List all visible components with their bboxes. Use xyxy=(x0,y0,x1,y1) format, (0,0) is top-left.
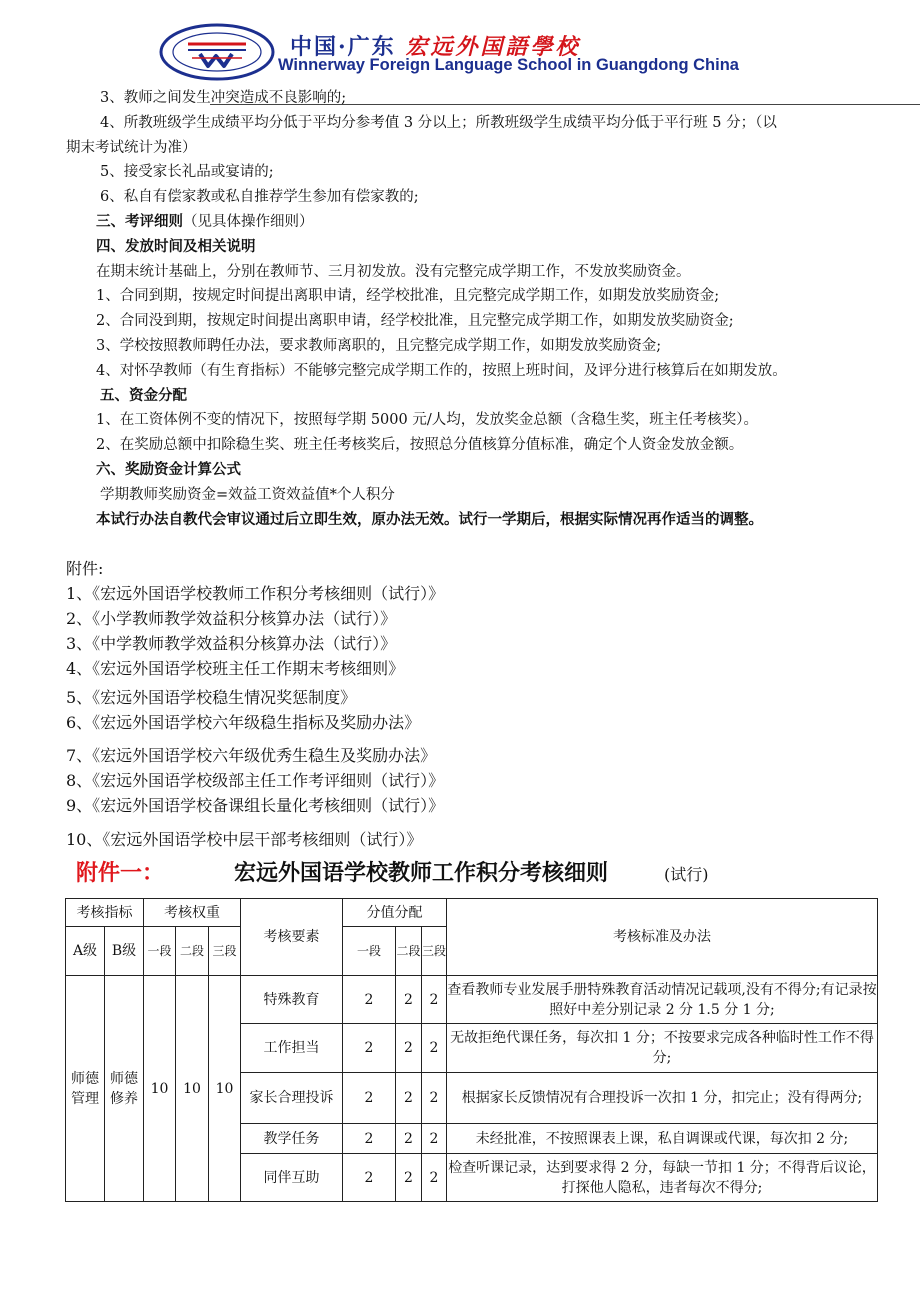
score-cell: 2 xyxy=(422,1073,447,1124)
section-3-heading: 三、考评细则（见具体操作细则） xyxy=(96,212,314,230)
section-4-item-1: 1、合同到期，按规定时间提出离职申请，经学校批准，且完整完成学期工作，如期发放奖励资金; xyxy=(96,288,720,305)
section-4-item-3: 3、学校按照教师聘任办法，要求教师离职的，且完整完成学期工作，如期发放奖励资金; xyxy=(96,337,662,354)
clause-6: 6、私自有偿家教或私自推荐学生参加有偿家教的; xyxy=(100,189,419,206)
table-row xyxy=(66,976,878,1024)
header-standard: 考核标准及办法 xyxy=(447,899,878,976)
score-cell: 2 xyxy=(396,1154,422,1202)
section-6-heading: 六、奖励资金计算公式 xyxy=(96,460,241,478)
element-cell: 同伴互助 xyxy=(241,1154,343,1202)
level-b-value: 师德修养 xyxy=(105,976,144,1202)
annex-1-label: 附件一： xyxy=(76,860,165,886)
score-cell: 2 xyxy=(396,1073,422,1124)
header-score: 分值分配 xyxy=(343,899,447,927)
annex-1-trial-note: (试行) xyxy=(664,865,709,884)
section-6-formula: 学期教师奖励资金=效益工资效益值*个人积分 xyxy=(100,486,395,503)
header-weight: 考核权重 xyxy=(144,899,241,927)
score-cell: 2 xyxy=(396,1024,422,1073)
weight-stage-3-value: 10 xyxy=(209,976,241,1202)
section-5-heading: 五、资金分配 xyxy=(100,386,187,404)
assessment-table xyxy=(65,898,878,1202)
standard-cell: 未经批准，不按照课表上课，私自调课或代课，每次扣 2 分; xyxy=(447,1124,878,1154)
weight-stage-2-value: 10 xyxy=(176,976,209,1202)
header-weight-stage-3: 三段 xyxy=(209,927,241,976)
letterhead xyxy=(150,22,860,84)
section-5-item-1: 1、在工资体例不变的情况下，按照每学期 5000 元/人均，发放奖金总额（含稳生奖，班主任考核奖）。 xyxy=(96,412,758,429)
clause-3: 3、教师之间发生冲突造成不良影响的; xyxy=(100,90,347,106)
header-level-a: A级 xyxy=(66,927,105,976)
annex-item: 9、《宏远外国语学校备课组长量化考核细则（试行）》 xyxy=(66,796,445,815)
annex-item: 1、《宏远外国语学校教师工作积分考核细则（试行）》 xyxy=(66,584,445,603)
score-cell: 2 xyxy=(396,976,422,1024)
section-4-item-4: 4、对怀孕教师（有生育指标）不能够完整完成学期工作的，按照上班时间，及评分进行核算后在如期发放。 xyxy=(96,362,787,379)
element-cell: 家长合理投诉 xyxy=(241,1073,343,1124)
weight-stage-1-value: 10 xyxy=(144,976,176,1202)
score-cell: 2 xyxy=(343,1124,396,1154)
standard-cell: 根据家长反馈情况有合理投诉一次扣 1 分，扣完止；没有得两分; xyxy=(447,1073,878,1124)
score-cell: 2 xyxy=(422,1124,447,1154)
annex-1-title: 宏远外国语学校教师工作积分考核细则 xyxy=(234,860,609,886)
header-level-b: B级 xyxy=(105,927,144,976)
score-cell: 2 xyxy=(343,1073,396,1124)
annex-item: 6、《宏远外国语学校六年级稳生指标及奖励办法》 xyxy=(66,713,421,732)
document-body xyxy=(66,86,866,532)
clause-4-continued: 期末考试统计为准） xyxy=(66,139,197,156)
section-5-item-2: 2、在奖励总额中扣除稳生奖、班主任考核奖后，按照总分值核算分值标准，确定个人资金发放金额。 xyxy=(96,437,744,454)
header-score-stage-3: 三段 xyxy=(422,927,447,976)
school-name-en: Winnerway Foreign Language School in Guangdong China xyxy=(278,56,739,74)
header-score-stage-2: 二段 xyxy=(396,927,422,976)
level-a-value: 师德管理 xyxy=(66,976,105,1202)
annex-item: 3、《中学教师教学效益积分核算办法（试行）》 xyxy=(66,634,397,653)
score-cell: 2 xyxy=(422,976,447,1024)
annex-item: 2、《小学教师教学效益积分核算办法（试行）》 xyxy=(66,609,397,628)
element-cell: 工作担当 xyxy=(241,1024,343,1073)
section-4-intro: 在期末统计基础上，分别在教师节、三月初发放。没有完整完成学期工作，不发放奖励资金。 xyxy=(96,263,691,280)
standard-cell: 无故拒绝代课任务，每次扣 1 分；不按要求完成各种临时性工作不得分; xyxy=(447,1024,878,1073)
school-name-cn: 中国·广东 宏远外国語學校 xyxy=(290,34,581,60)
header-weight-stage-1: 一段 xyxy=(144,927,176,976)
clause-4: 4、所教班级学生成绩平均分低于平均分参考值 3 分以上；所教班级学生成绩平均分低于平行班 5 分；（以 xyxy=(100,114,777,131)
annex-item: 10、《宏远外国语学校中层干部考核细则（试行）》 xyxy=(66,830,423,849)
header-weight-stage-2: 二段 xyxy=(176,927,209,976)
section-4-item-2: 2、合同没到期，按规定时间提出离职申请，经学校批准，且完整完成学期工作，如期发放奖励资金; xyxy=(96,313,734,330)
annex-item: 4、《宏远外国语学校班主任工作期末考核细则》 xyxy=(66,659,405,678)
closing-statement: 本试行办法自教代会审议通过后立即生效，原办法无效。试行一学期后，根据实际情况再作适当的调整。 xyxy=(96,510,763,528)
score-cell: 2 xyxy=(343,976,396,1024)
standard-cell: 查看教师专业发展手册特殊教育活动情况记载项,没有不得分;有记录按照好中差分别记录 2 分 1.5 分 1 分; xyxy=(447,976,878,1024)
annex-item: 7、《宏远外国语学校六年级优秀生稳生及奖励办法》 xyxy=(66,746,437,765)
section-4-heading: 四、发放时间及相关说明 xyxy=(96,237,256,255)
score-cell: 2 xyxy=(343,1024,396,1073)
score-cell: 2 xyxy=(396,1124,422,1154)
element-cell: 教学任务 xyxy=(241,1124,343,1154)
standard-cell: 检查听课记录，达到要求得 2 分，每缺一节扣 1 分；不得背后议论，打探他人隐私，违者每次不得分; xyxy=(447,1154,878,1202)
header-indicator: 考核指标 xyxy=(66,899,144,927)
header-element: 考核要素 xyxy=(241,899,343,976)
annex-item: 5、《宏远外国语学校稳生情况奖惩制度》 xyxy=(66,688,357,707)
annex-item: 8、《宏远外国语学校级部主任工作考评细则（试行）》 xyxy=(66,771,445,790)
clause-5: 5、接受家长礼品或宴请的; xyxy=(100,164,274,181)
header-score-stage-1: 一段 xyxy=(343,927,396,976)
annex-label: 附件: xyxy=(66,559,104,578)
school-crest-logo-icon xyxy=(158,22,276,82)
score-cell: 2 xyxy=(343,1154,396,1202)
score-cell: 2 xyxy=(422,1024,447,1073)
score-cell: 2 xyxy=(422,1154,447,1202)
element-cell: 特殊教育 xyxy=(241,976,343,1024)
annex-1-heading xyxy=(76,856,709,887)
